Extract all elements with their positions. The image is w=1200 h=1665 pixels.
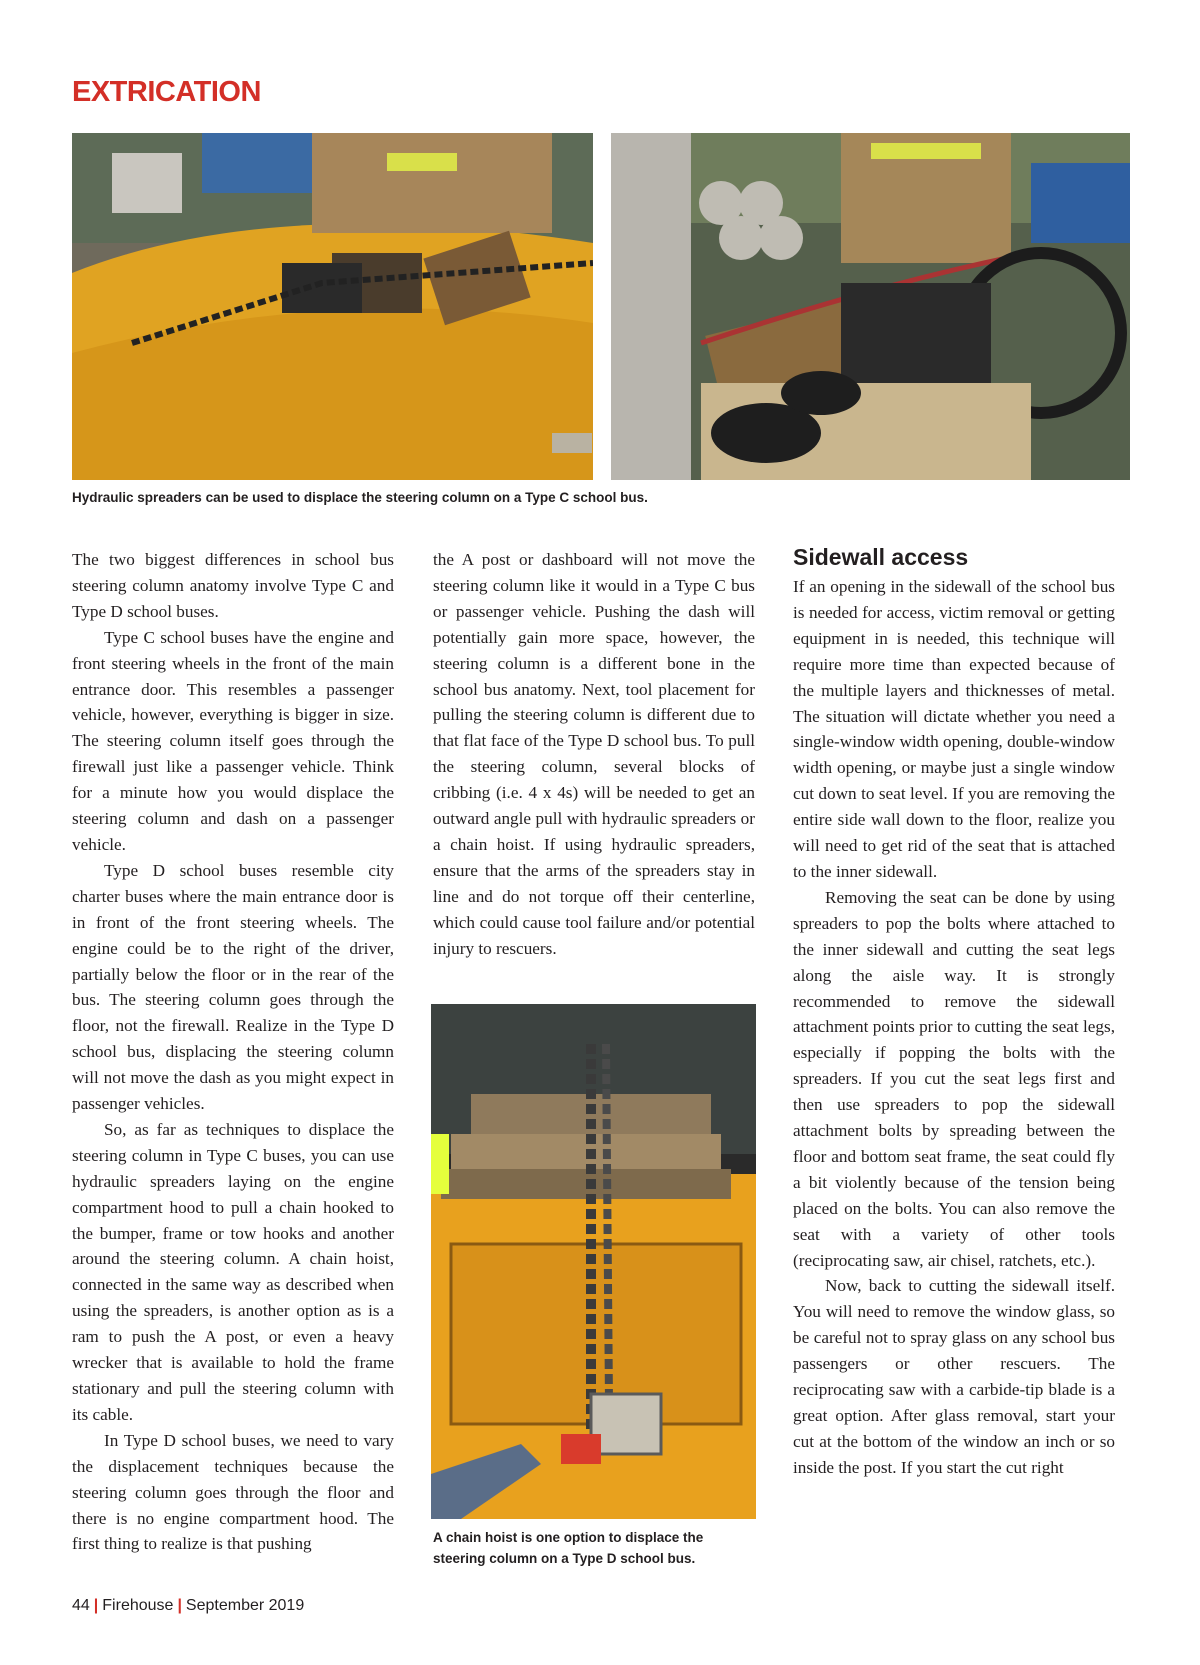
section-label: EXTRICATION xyxy=(72,76,261,108)
paragraph: In Type D school buses, we need to vary the displacement techniques because the steering column goes through the floor and there is no engine compartment hood. The first thing to realize is that pushing xyxy=(72,1430,394,1554)
article-column-1 xyxy=(72,547,394,1557)
paragraph: If an opening in the sidewall of the school bus is needed for access, victim removal or getting equipment in is needed, this technique will require more time than expected because of the multiple layers and thicknesses of metal. The situation will dictate whether you need a single-window width opening, double-window width opening, or maybe just a single window cut down to seat level. If you are removing the entire side wall down to the floor, realize you will need to get rid of the seat that is attached to the inner sidewall. xyxy=(793,577,1115,881)
paragraph: Removing the seat can be done by using spreaders to pop the bolts where attached to the inner sidewall and cutting the seat legs along the aisle way. It is strongly recommended to remove the sidewall attachment points prior to cutting the seat legs, especially if popping the bolts with the spreaders. If you cut the seat legs first and then use spreaders to pop the sidewall attachment bolts by spreading between the floor and bottom seat frame, the seat could fly a bit violently because of the tension being placed on the bolts. You can also remove the seat with a variety of other tools (reciprocating saw, air chisel, ratchets, etc.). xyxy=(793,887,1115,1270)
page-number: 44 xyxy=(72,1597,90,1614)
paragraph: The two biggest differences in school bus steering column anatomy involve Type C and Type D school buses. xyxy=(72,550,394,621)
issue-date: September 2019 xyxy=(185,1597,305,1614)
photo-spreaders-at-steering-column xyxy=(611,133,1130,480)
photo-chain-hoist xyxy=(431,1004,756,1519)
top-photo-caption: Hydraulic spreaders can be used to displace the steering column on a Type C school bus. xyxy=(72,490,648,505)
photo-spreaders-on-hood xyxy=(72,133,593,480)
folio-separator: | xyxy=(93,1597,99,1614)
article-column-2 xyxy=(433,547,755,962)
subheading-sidewall-access: Sidewall access xyxy=(793,544,969,570)
article-column-3 xyxy=(793,542,1115,1481)
publication-name: Firehouse xyxy=(102,1597,174,1614)
paragraph: So, as far as techniques to displace the steering column in Type C buses, you can use hydraulic spreaders laying on the engine compartment hood to pull a chain hooked to the bumper, frame or tow hooks and another around the steering column. A chain hoist, connected in the same way as described when using the spreaders, is another option as is a ram to push the A post, or even a heavy wrecker that is available to hold the frame stationary and pull the steering column with its cable. xyxy=(72,1119,394,1424)
page-footer xyxy=(72,1597,304,1615)
paragraph: Type C school buses have the engine and front steering wheels in the front of the main entrance door. This resembles a passenger vehicle, however, everything is bigger in size. The steering column itself goes through the firewall just like a passenger vehicle. Think for a minute how you would displace the steering column and dash on a passenger vehicle. xyxy=(72,627,394,854)
paragraph: the A post or dashboard will not move the steering column like it would in a Type C bus or passenger vehicle. Pushing the dash will potentially gain more space, however, the steering column is a different bone in the school bus anatomy. Next, tool placement for pulling the steering column is different due to that flat face of the Type D school bus. To pull the steering column, several blocks of cribbing (i.e. 4 x 4s) will be needed to get an outward angle pull with hydraulic spreaders or a chain hoist. If using hydraulic spreaders, ensure that the arms of the spreaders stay in line and do not torque off their centerline, which could cause tool failure and/or potential injury to rescuers. xyxy=(433,550,755,958)
paragraph: Type D school buses resemble city charter buses where the main entrance door is in front of the front steering wheels. The engine could be to the right of the driver, partially below the floor or in the rear of the bus. The steering column goes through the floor, not the firewall. Realize in the Type D school bus, displacing the steering column will not move the dash as you might expect in passenger vehicles. xyxy=(72,860,394,1114)
folio-separator: | xyxy=(177,1597,182,1614)
middle-photo-caption: A chain hoist is one option to displace the steering column on a Type D school bus. xyxy=(433,1530,704,1566)
paragraph: Now, back to cutting the sidewall itself. You will need to remove the window glass, so be careful not to spray glass on any school bus passengers or other rescuers. The reciprocating saw with a carbide-tip blade is a great option. After glass removal, start your cut at the bottom of the window an inch or so inside the post. If you start the cut right xyxy=(793,1276,1115,1477)
